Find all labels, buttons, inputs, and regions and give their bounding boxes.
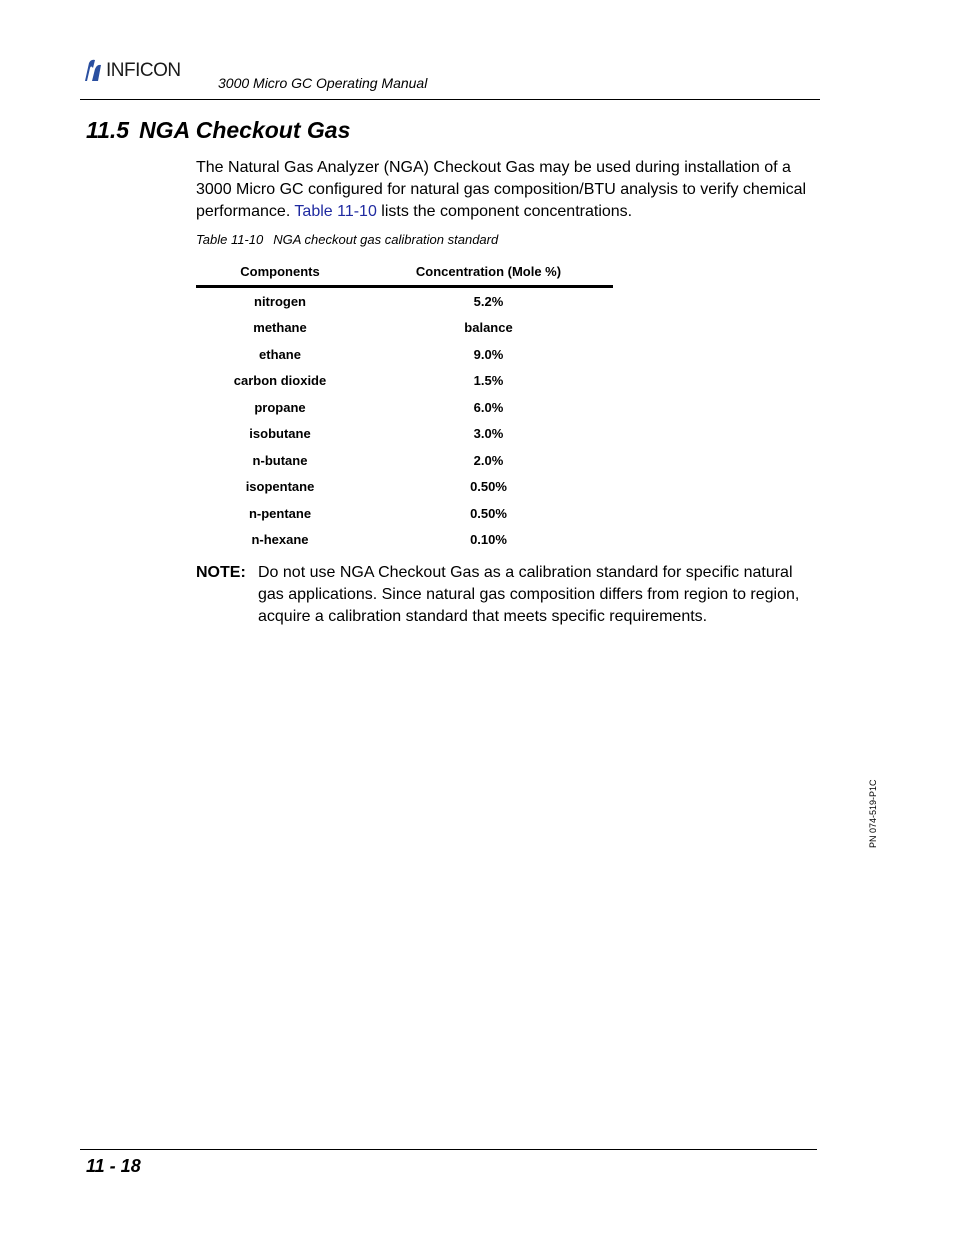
table-row (196, 474, 613, 501)
footer-divider (80, 1149, 817, 1150)
header-divider (80, 99, 820, 100)
table-header-row (196, 257, 613, 287)
concentration-cell: 2.0% (473, 452, 504, 468)
component-cell: carbon dioxide (233, 373, 327, 389)
component-cell: methane (253, 320, 307, 336)
brand-name: INFICON (106, 60, 181, 81)
concentration-cell: 0.50% (470, 505, 507, 521)
concentration-cell: 0.50% (470, 479, 507, 495)
table-caption (196, 232, 498, 248)
calibration-table (196, 257, 613, 553)
component-cell: n-hexane (251, 532, 309, 548)
component-cell: propane (254, 399, 306, 415)
intro-paragraph (196, 157, 818, 223)
component-cell: isopentane (245, 479, 315, 495)
component-cell: nitrogen (254, 293, 306, 309)
column-header-components: Components (196, 257, 364, 287)
table-row (196, 447, 613, 474)
concentration-cell: 5.2% (473, 293, 504, 309)
component-cell: ethane (259, 346, 301, 362)
table-row (196, 315, 613, 342)
note-block (196, 562, 818, 628)
table-row (196, 527, 613, 554)
note-label: NOTE: (196, 564, 246, 581)
table-row (196, 500, 613, 527)
concentration-cell: 0.10% (470, 532, 507, 548)
table-row (196, 341, 613, 368)
table-row (196, 421, 613, 448)
intro-text-end: lists the component concentrations. (376, 203, 633, 220)
inficon-logo (82, 58, 181, 84)
table-caption-label: Table 11-10 (196, 232, 264, 247)
concentration-cell: 9.0% (473, 346, 504, 362)
section-title: NGA Checkout Gas (139, 117, 351, 143)
component-cell: n-butane (252, 452, 308, 468)
concentration-cell: 6.0% (473, 399, 504, 415)
table-row (196, 287, 613, 315)
component-cell: isobutane (249, 426, 311, 442)
section-number: 11.5 (86, 117, 130, 143)
table-reference-link[interactable]: Table 11-10 (294, 203, 377, 220)
table-caption-title: NGA checkout gas calibration standard (273, 232, 499, 247)
table-row (196, 368, 613, 395)
part-number: PN 074-519-P1C (868, 779, 878, 848)
intro-text-start: The Natural Gas Analyzer (NGA) Checkout Gas may be used during installation of a 3000 Micro GC configured for natural gas composition/BTU analysis to verify chemical performance. (196, 159, 807, 220)
section-heading (86, 116, 350, 144)
column-header-concentration: Concentration (Mole %) (364, 257, 613, 287)
concentration-cell: balance (464, 320, 513, 336)
concentration-cell: 1.5% (473, 373, 504, 389)
component-cell: n-pentane (248, 505, 312, 521)
inficon-logo-icon (82, 59, 104, 83)
table-row (196, 394, 613, 421)
note-text: Do not use NGA Checkout Gas as a calibration standard for specific natural gas applications. Since natural gas composition differs from region to region, acquire a calibration standard that meets specific requirements. (258, 564, 800, 625)
concentration-cell: 3.0% (473, 426, 504, 442)
manual-title: 3000 Micro GC Operating Manual (218, 75, 428, 91)
page-number: 11 - 18 (86, 1156, 141, 1176)
